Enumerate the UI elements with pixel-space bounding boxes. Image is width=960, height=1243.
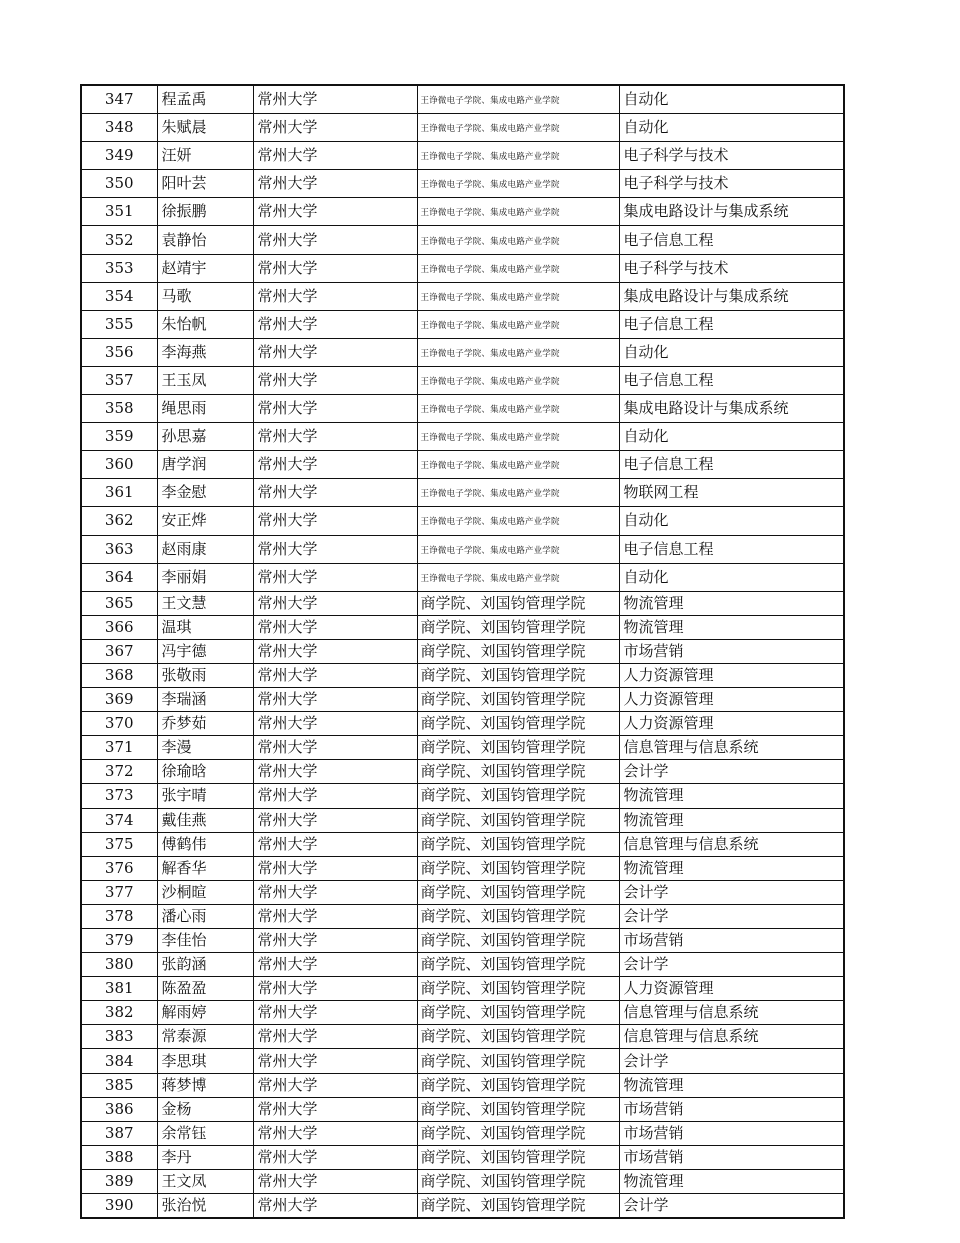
major-cell: 会计学 — [619, 1049, 844, 1073]
row-number-cell: 370 — [81, 712, 157, 736]
student-name-cell: 金杨 — [157, 1097, 253, 1121]
college-cell: 商学院、刘国钧管理学院 — [417, 1121, 619, 1145]
major-cell: 会计学 — [619, 1194, 844, 1219]
college-cell: 商学院、刘国钧管理学院 — [417, 784, 619, 808]
college-cell: 王诤微电子学院、集成电路产业学院 — [417, 142, 619, 170]
table-row — [81, 254, 844, 282]
school-cell: 常州大学 — [253, 254, 417, 282]
major-cell: 自动化 — [619, 423, 844, 451]
student-name-cell: 张敬雨 — [157, 663, 253, 687]
major-cell: 电子科学与技术 — [619, 170, 844, 198]
college-cell: 商学院、刘国钧管理学院 — [417, 1169, 619, 1193]
student-name-cell: 绳思雨 — [157, 395, 253, 423]
table-row — [81, 929, 844, 953]
row-number-cell: 383 — [81, 1025, 157, 1049]
table-row — [81, 142, 844, 170]
row-number-cell: 347 — [81, 85, 157, 114]
student-name-cell: 李思琪 — [157, 1049, 253, 1073]
school-cell: 常州大学 — [253, 977, 417, 1001]
row-number-cell: 378 — [81, 904, 157, 928]
student-name-cell: 唐学润 — [157, 451, 253, 479]
major-cell: 电子信息工程 — [619, 535, 844, 563]
student-name-cell: 赵雨康 — [157, 535, 253, 563]
school-cell: 常州大学 — [253, 760, 417, 784]
row-number-cell: 371 — [81, 736, 157, 760]
school-cell: 常州大学 — [253, 784, 417, 808]
table-row — [81, 1025, 844, 1049]
college-cell: 王诤微电子学院、集成电路产业学院 — [417, 170, 619, 198]
college-cell: 商学院、刘国钧管理学院 — [417, 856, 619, 880]
major-cell: 集成电路设计与集成系统 — [619, 282, 844, 310]
school-cell: 常州大学 — [253, 226, 417, 254]
major-cell: 物联网工程 — [619, 479, 844, 507]
row-number-cell: 349 — [81, 142, 157, 170]
college-cell: 王诤微电子学院、集成电路产业学院 — [417, 395, 619, 423]
student-name-cell: 安正烨 — [157, 507, 253, 535]
table-row — [81, 784, 844, 808]
college-cell: 王诤微电子学院、集成电路产业学院 — [417, 310, 619, 338]
school-cell: 常州大学 — [253, 1145, 417, 1169]
row-number-cell: 377 — [81, 880, 157, 904]
row-number-cell: 353 — [81, 254, 157, 282]
row-number-cell: 379 — [81, 929, 157, 953]
table-row — [81, 170, 844, 198]
table-row — [81, 639, 844, 663]
major-cell: 电子信息工程 — [619, 310, 844, 338]
student-name-cell: 解雨婷 — [157, 1001, 253, 1025]
major-cell: 物流管理 — [619, 1169, 844, 1193]
table-row — [81, 1097, 844, 1121]
school-cell: 常州大学 — [253, 591, 417, 615]
row-number-cell: 367 — [81, 639, 157, 663]
major-cell: 人力资源管理 — [619, 977, 844, 1001]
college-cell: 王诤微电子学院、集成电路产业学院 — [417, 198, 619, 226]
school-cell: 常州大学 — [253, 1097, 417, 1121]
school-cell: 常州大学 — [253, 832, 417, 856]
table-row — [81, 808, 844, 832]
college-cell: 王诤微电子学院、集成电路产业学院 — [417, 254, 619, 282]
student-name-cell: 赵靖宇 — [157, 254, 253, 282]
table-row — [81, 451, 844, 479]
row-number-cell: 368 — [81, 663, 157, 687]
school-cell: 常州大学 — [253, 880, 417, 904]
student-name-cell: 常泰源 — [157, 1025, 253, 1049]
major-cell: 市场营销 — [619, 929, 844, 953]
college-cell: 商学院、刘国钧管理学院 — [417, 1145, 619, 1169]
table-row — [81, 85, 844, 114]
major-cell: 集成电路设计与集成系统 — [619, 198, 844, 226]
row-number-cell: 385 — [81, 1073, 157, 1097]
college-cell: 商学院、刘国钧管理学院 — [417, 904, 619, 928]
major-cell: 市场营销 — [619, 1097, 844, 1121]
student-name-cell: 温琪 — [157, 615, 253, 639]
major-cell: 市场营销 — [619, 639, 844, 663]
row-number-cell: 364 — [81, 563, 157, 591]
major-cell: 自动化 — [619, 85, 844, 114]
college-cell: 王诤微电子学院、集成电路产业学院 — [417, 535, 619, 563]
table-row — [81, 1121, 844, 1145]
table-row — [81, 1194, 844, 1219]
row-number-cell: 350 — [81, 170, 157, 198]
row-number-cell: 388 — [81, 1145, 157, 1169]
major-cell: 自动化 — [619, 114, 844, 142]
student-name-cell: 李海燕 — [157, 338, 253, 366]
student-list-sheet — [80, 84, 843, 1219]
row-number-cell: 375 — [81, 832, 157, 856]
school-cell: 常州大学 — [253, 639, 417, 663]
table-row — [81, 1001, 844, 1025]
student-name-cell: 张治悦 — [157, 1194, 253, 1219]
row-number-cell: 381 — [81, 977, 157, 1001]
row-number-cell: 362 — [81, 507, 157, 535]
table-row — [81, 423, 844, 451]
major-cell: 集成电路设计与集成系统 — [619, 395, 844, 423]
school-cell: 常州大学 — [253, 1169, 417, 1193]
row-number-cell: 358 — [81, 395, 157, 423]
major-cell: 电子信息工程 — [619, 451, 844, 479]
major-cell: 自动化 — [619, 338, 844, 366]
table-row — [81, 310, 844, 338]
student-table-body — [81, 85, 844, 1218]
college-cell: 商学院、刘国钧管理学院 — [417, 953, 619, 977]
table-row — [81, 1049, 844, 1073]
school-cell: 常州大学 — [253, 1049, 417, 1073]
row-number-cell: 360 — [81, 451, 157, 479]
school-cell: 常州大学 — [253, 282, 417, 310]
table-row — [81, 338, 844, 366]
major-cell: 信息管理与信息系统 — [619, 832, 844, 856]
row-number-cell: 361 — [81, 479, 157, 507]
student-name-cell: 李丹 — [157, 1145, 253, 1169]
school-cell: 常州大学 — [253, 198, 417, 226]
table-row — [81, 591, 844, 615]
major-cell: 电子信息工程 — [619, 226, 844, 254]
student-name-cell: 阳叶芸 — [157, 170, 253, 198]
major-cell: 电子科学与技术 — [619, 142, 844, 170]
table-row — [81, 198, 844, 226]
school-cell: 常州大学 — [253, 1194, 417, 1219]
college-cell: 商学院、刘国钧管理学院 — [417, 1049, 619, 1073]
table-row — [81, 1073, 844, 1097]
major-cell: 信息管理与信息系统 — [619, 736, 844, 760]
school-cell: 常州大学 — [253, 808, 417, 832]
school-cell: 常州大学 — [253, 114, 417, 142]
school-cell: 常州大学 — [253, 451, 417, 479]
student-name-cell: 孙思嘉 — [157, 423, 253, 451]
student-name-cell: 徐瑜晗 — [157, 760, 253, 784]
table-row — [81, 977, 844, 1001]
student-name-cell: 张宇晴 — [157, 784, 253, 808]
row-number-cell: 376 — [81, 856, 157, 880]
row-number-cell: 355 — [81, 310, 157, 338]
major-cell: 物流管理 — [619, 856, 844, 880]
row-number-cell: 348 — [81, 114, 157, 142]
school-cell: 常州大学 — [253, 142, 417, 170]
school-cell: 常州大学 — [253, 423, 417, 451]
college-cell: 商学院、刘国钧管理学院 — [417, 712, 619, 736]
college-cell: 王诤微电子学院、集成电路产业学院 — [417, 366, 619, 394]
table-row — [81, 880, 844, 904]
major-cell: 会计学 — [619, 904, 844, 928]
row-number-cell: 386 — [81, 1097, 157, 1121]
table-row — [81, 615, 844, 639]
student-name-cell: 李漫 — [157, 736, 253, 760]
table-row — [81, 563, 844, 591]
table-row — [81, 395, 844, 423]
major-cell: 会计学 — [619, 760, 844, 784]
college-cell: 商学院、刘国钧管理学院 — [417, 1001, 619, 1025]
row-number-cell: 351 — [81, 198, 157, 226]
row-number-cell: 354 — [81, 282, 157, 310]
table-row — [81, 953, 844, 977]
student-name-cell: 陈盈盈 — [157, 977, 253, 1001]
table-row — [81, 832, 844, 856]
row-number-cell: 390 — [81, 1194, 157, 1219]
table-row — [81, 507, 844, 535]
school-cell: 常州大学 — [253, 479, 417, 507]
college-cell: 王诤微电子学院、集成电路产业学院 — [417, 226, 619, 254]
school-cell: 常州大学 — [253, 1121, 417, 1145]
major-cell: 物流管理 — [619, 808, 844, 832]
major-cell: 电子信息工程 — [619, 366, 844, 394]
row-number-cell: 356 — [81, 338, 157, 366]
school-cell: 常州大学 — [253, 615, 417, 639]
major-cell: 物流管理 — [619, 591, 844, 615]
student-name-cell: 李佳怡 — [157, 929, 253, 953]
school-cell: 常州大学 — [253, 170, 417, 198]
school-cell: 常州大学 — [253, 1001, 417, 1025]
table-row — [81, 736, 844, 760]
college-cell: 王诤微电子学院、集成电路产业学院 — [417, 114, 619, 142]
major-cell: 自动化 — [619, 507, 844, 535]
school-cell: 常州大学 — [253, 688, 417, 712]
student-name-cell: 蒋梦博 — [157, 1073, 253, 1097]
table-row — [81, 366, 844, 394]
student-name-cell: 朱怡帆 — [157, 310, 253, 338]
school-cell: 常州大学 — [253, 1073, 417, 1097]
college-cell: 王诤微电子学院、集成电路产业学院 — [417, 282, 619, 310]
college-cell: 商学院、刘国钧管理学院 — [417, 977, 619, 1001]
student-name-cell: 李金慰 — [157, 479, 253, 507]
college-cell: 商学院、刘国钧管理学院 — [417, 929, 619, 953]
student-name-cell: 朱赋晨 — [157, 114, 253, 142]
student-name-cell: 袁静怡 — [157, 226, 253, 254]
school-cell: 常州大学 — [253, 507, 417, 535]
college-cell: 商学院、刘国钧管理学院 — [417, 663, 619, 687]
table-row — [81, 663, 844, 687]
major-cell: 自动化 — [619, 563, 844, 591]
major-cell: 市场营销 — [619, 1121, 844, 1145]
row-number-cell: 384 — [81, 1049, 157, 1073]
table-row — [81, 479, 844, 507]
row-number-cell: 389 — [81, 1169, 157, 1193]
major-cell: 会计学 — [619, 880, 844, 904]
school-cell: 常州大学 — [253, 563, 417, 591]
college-cell: 商学院、刘国钧管理学院 — [417, 1194, 619, 1219]
student-name-cell: 王文慧 — [157, 591, 253, 615]
row-number-cell: 382 — [81, 1001, 157, 1025]
college-cell: 王诤微电子学院、集成电路产业学院 — [417, 507, 619, 535]
student-name-cell: 徐振鹏 — [157, 198, 253, 226]
row-number-cell: 372 — [81, 760, 157, 784]
college-cell: 王诤微电子学院、集成电路产业学院 — [417, 85, 619, 114]
major-cell: 信息管理与信息系统 — [619, 1025, 844, 1049]
school-cell: 常州大学 — [253, 856, 417, 880]
row-number-cell: 369 — [81, 688, 157, 712]
college-cell: 商学院、刘国钧管理学院 — [417, 832, 619, 856]
college-cell: 商学院、刘国钧管理学院 — [417, 688, 619, 712]
school-cell: 常州大学 — [253, 395, 417, 423]
major-cell: 人力资源管理 — [619, 712, 844, 736]
table-row — [81, 535, 844, 563]
college-cell: 王诤微电子学院、集成电路产业学院 — [417, 338, 619, 366]
school-cell: 常州大学 — [253, 338, 417, 366]
major-cell: 会计学 — [619, 953, 844, 977]
school-cell: 常州大学 — [253, 929, 417, 953]
school-cell: 常州大学 — [253, 953, 417, 977]
major-cell: 电子科学与技术 — [619, 254, 844, 282]
college-cell: 商学院、刘国钧管理学院 — [417, 1073, 619, 1097]
student-name-cell: 乔梦茹 — [157, 712, 253, 736]
table-row — [81, 904, 844, 928]
student-table — [80, 84, 845, 1219]
school-cell: 常州大学 — [253, 85, 417, 114]
row-number-cell: 359 — [81, 423, 157, 451]
row-number-cell: 387 — [81, 1121, 157, 1145]
row-number-cell: 380 — [81, 953, 157, 977]
school-cell: 常州大学 — [253, 663, 417, 687]
table-row — [81, 1169, 844, 1193]
table-row — [81, 712, 844, 736]
college-cell: 王诤微电子学院、集成电路产业学院 — [417, 563, 619, 591]
row-number-cell: 366 — [81, 615, 157, 639]
college-cell: 商学院、刘国钧管理学院 — [417, 808, 619, 832]
school-cell: 常州大学 — [253, 1025, 417, 1049]
table-row — [81, 856, 844, 880]
student-name-cell: 王玉凤 — [157, 366, 253, 394]
school-cell: 常州大学 — [253, 366, 417, 394]
table-row — [81, 1145, 844, 1169]
school-cell: 常州大学 — [253, 904, 417, 928]
student-name-cell: 解香华 — [157, 856, 253, 880]
student-name-cell: 潘心雨 — [157, 904, 253, 928]
college-cell: 商学院、刘国钧管理学院 — [417, 1025, 619, 1049]
college-cell: 商学院、刘国钧管理学院 — [417, 880, 619, 904]
school-cell: 常州大学 — [253, 736, 417, 760]
college-cell: 商学院、刘国钧管理学院 — [417, 760, 619, 784]
major-cell: 物流管理 — [619, 615, 844, 639]
college-cell: 商学院、刘国钧管理学院 — [417, 639, 619, 663]
major-cell: 人力资源管理 — [619, 663, 844, 687]
student-name-cell: 张韵涵 — [157, 953, 253, 977]
student-name-cell: 傅鹤伟 — [157, 832, 253, 856]
table-row — [81, 688, 844, 712]
major-cell: 物流管理 — [619, 1073, 844, 1097]
row-number-cell: 373 — [81, 784, 157, 808]
student-name-cell: 余常钰 — [157, 1121, 253, 1145]
row-number-cell: 363 — [81, 535, 157, 563]
college-cell: 商学院、刘国钧管理学院 — [417, 615, 619, 639]
row-number-cell: 374 — [81, 808, 157, 832]
college-cell: 王诤微电子学院、集成电路产业学院 — [417, 479, 619, 507]
student-name-cell: 冯宇德 — [157, 639, 253, 663]
student-name-cell: 程孟禹 — [157, 85, 253, 114]
school-cell: 常州大学 — [253, 535, 417, 563]
college-cell: 商学院、刘国钧管理学院 — [417, 736, 619, 760]
college-cell: 王诤微电子学院、集成电路产业学院 — [417, 423, 619, 451]
student-name-cell: 李丽娟 — [157, 563, 253, 591]
table-row — [81, 760, 844, 784]
row-number-cell: 365 — [81, 591, 157, 615]
school-cell: 常州大学 — [253, 712, 417, 736]
major-cell: 人力资源管理 — [619, 688, 844, 712]
student-name-cell: 马歌 — [157, 282, 253, 310]
row-number-cell: 352 — [81, 226, 157, 254]
college-cell: 商学院、刘国钧管理学院 — [417, 1097, 619, 1121]
table-row — [81, 114, 844, 142]
student-name-cell: 王文凤 — [157, 1169, 253, 1193]
major-cell: 信息管理与信息系统 — [619, 1001, 844, 1025]
major-cell: 市场营销 — [619, 1145, 844, 1169]
student-name-cell: 沙桐暄 — [157, 880, 253, 904]
college-cell: 王诤微电子学院、集成电路产业学院 — [417, 451, 619, 479]
major-cell: 物流管理 — [619, 784, 844, 808]
school-cell: 常州大学 — [253, 310, 417, 338]
college-cell: 商学院、刘国钧管理学院 — [417, 591, 619, 615]
row-number-cell: 357 — [81, 366, 157, 394]
student-name-cell: 汪妍 — [157, 142, 253, 170]
table-row — [81, 226, 844, 254]
table-row — [81, 282, 844, 310]
student-name-cell: 李瑞涵 — [157, 688, 253, 712]
student-name-cell: 戴佳燕 — [157, 808, 253, 832]
